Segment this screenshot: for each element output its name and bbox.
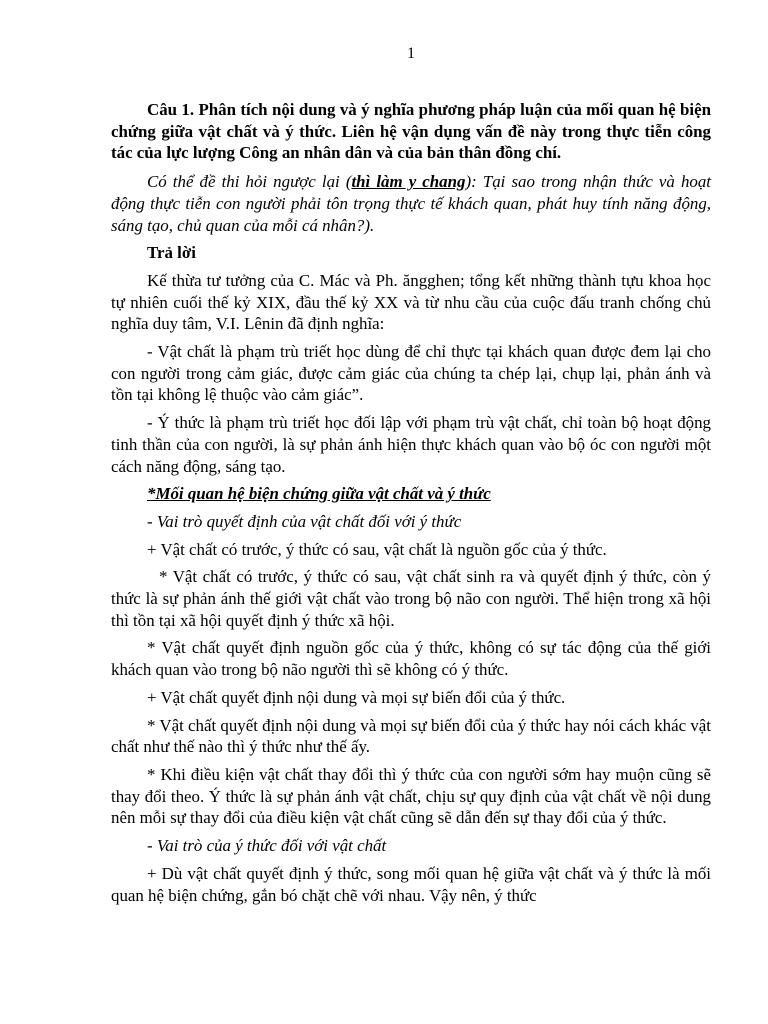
body-paragraph: * Khi điều kiện vật chất thay đổi thì ý thức của con người sớm hay muộn cũng sẽ thay đổi theo. Ý thức là sự phản ánh vật chất, chịu sự quy định của vật chất về nội dung nên mỗi sự thay đổi của điều kiện vật chất cũng sẽ dẫn đến sự thay đổi của ý thức.	[111, 764, 711, 828]
question-note	[111, 171, 711, 236]
definition-matter: - Vật chất là phạm trù triết học dùng để chỉ thực tại khách quan được đem lại cho con người trong cảm giác, được cảm giác của chúng ta chép lại, chụp lại, phản ánh và tồn tại không lệ thuộc vào cảm giác”.	[111, 342, 711, 405]
section-heading-text: *Mối quan hệ biện chứng giữa vật chất và ý thức	[147, 484, 491, 504]
note-text-after: ): Tại sao trong nhận thức và hoạt động thực tiễn con người phải tôn trọng thực tế khách quan, phát huy tính năng động, sáng tạo, chủ quan của mỗi cá nhân?).	[111, 172, 711, 235]
page-number: 1	[407, 45, 415, 62]
document-page	[111, 0, 711, 1024]
sub-heading-consciousness-role: - Vai trò của ý thức đối với vật chất	[147, 836, 387, 856]
section-heading	[111, 483, 711, 505]
question-heading: Câu 1. Phân tích nội dung và ý nghĩa phương pháp luận của mối quan hệ biện chứng giữa vật chất và ý thức. Liên hệ vận dụng vấn đề này trong thực tiễn công tác của lực lượng Công an nhân dân và của bản thân đồng chí.	[111, 100, 711, 163]
body-paragraph: * Vật chất quyết định nguồn gốc của ý thức, không có sự tác động của thế giới khách quan vào trong bộ não người thì sẽ không có ý thức.	[111, 638, 711, 680]
note-text-before: Có thể đề thi hỏi ngược lại (	[147, 172, 352, 192]
body-paragraph: + Vật chất quyết định nội dung và mọi sự biến đổi của ý thức.	[147, 687, 566, 707]
definition-consciousness: - Ý thức là phạm trù triết học đối lập với phạm trù vật chất, chỉ toàn bộ hoạt động tinh thần của con người, là sự phản ánh hiện thực khách quan vào bộ óc con người một cách năng động, sáng tạo.	[111, 413, 711, 476]
body-paragraph: + Vật chất có trước, ý thức có sau, vật chất là nguồn gốc của ý thức.	[147, 539, 607, 559]
note-text-bold: thì làm y chang	[351, 172, 466, 192]
body-paragraph: * Vật chất có trước, ý thức có sau, vật chất sinh ra và quyết định ý thức, còn ý thức là sự phản ánh thế giới vật chất vào trong bộ não con người. Thể hiện trong xã hội thì tồn tại xã hội quyết định ý thức xã hội.	[111, 567, 711, 630]
document-body	[111, 99, 711, 912]
body-paragraph: * Vật chất quyết định nội dung và mọi sự biến đổi của ý thức hay nói cách khác vật chất như thế nào thì ý thức như thế ấy.	[111, 715, 711, 757]
answer-heading: Trả lời	[147, 243, 196, 263]
body-paragraph: + Dù vật chất quyết định ý thức, song mối quan hệ giữa vật chất và ý thức là mối quan hệ biện chứng, gắn bó chặt chẽ với nhau. Vậy nên, ý thức	[111, 863, 711, 905]
intro-paragraph: Kế thừa tư tưởng của C. Mác và Ph. ăngghen; tổng kết những thành tựu khoa học tự nhiên cuối thế kỷ XIX, đầu thế kỷ XX và từ nhu cầu của cuộc đấu tranh chống chủ nghĩa duy tâm, V.I. Lênin đã định nghĩa:	[111, 270, 711, 334]
sub-heading-matter-role: - Vai trò quyết định của vật chất đối với ý thức	[147, 511, 462, 531]
